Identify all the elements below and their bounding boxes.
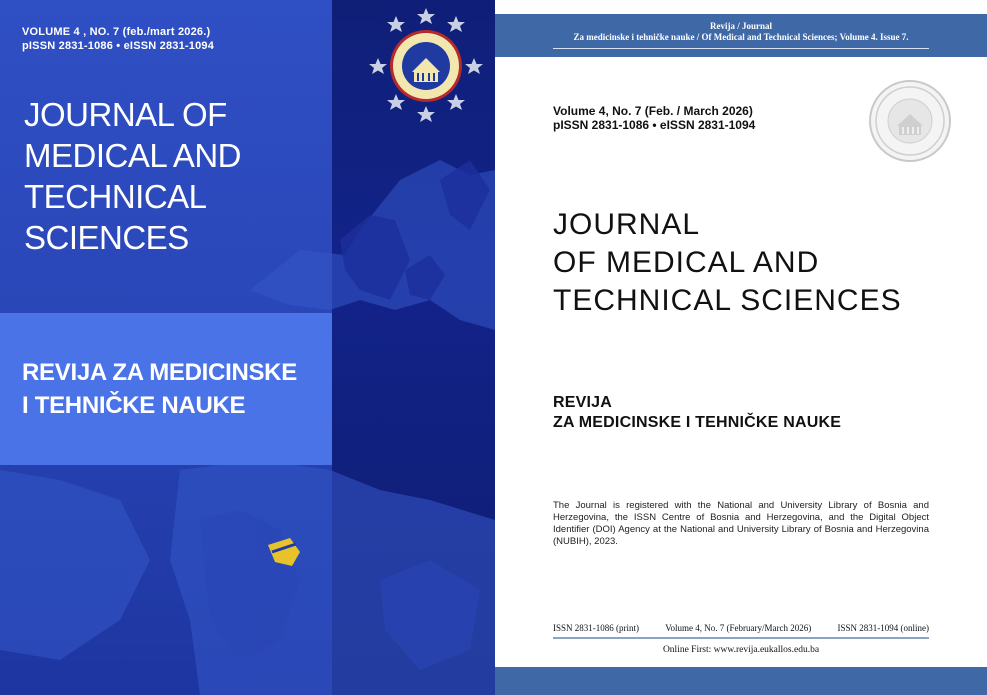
revija-title-line: REVIJA	[553, 394, 612, 411]
cover-title-line: JOURNAL OF	[24, 96, 227, 133]
revija-title-line: ZA MEDICINSKE I TEHNIČKE NAUKE	[553, 414, 842, 431]
header-divider	[553, 48, 929, 49]
online-first-link[interactable]: Online First: www.revija.eukallos.edu.ba	[662, 645, 820, 655]
header-line-1: Revija / Journal	[710, 21, 772, 31]
cover-subtitle	[22, 356, 297, 422]
cover-title-line: TECHNICAL	[24, 178, 207, 215]
header-line-2: Za medicinske i tehničke nauke / Of Medical and Technical Sciences; Volume 4. Issue 7.	[573, 32, 909, 42]
cover-subtitle-line: REVIJA ZA MEDICINSKE	[22, 359, 297, 386]
journal-title-line: JOURNAL	[553, 208, 701, 241]
footer-online-issn: ISSN 2831-1094 (online)	[837, 623, 929, 633]
issn-line: pISSN 2831-1086 • eISSN 2831-1094	[553, 118, 756, 132]
cover-title-line: SCIENCES	[24, 219, 189, 256]
revija-title	[553, 393, 841, 433]
cover-volume-line: VOLUME 4 , NO. 7 (feb./mart 2026.)	[22, 26, 211, 38]
journal-title-page	[495, 0, 987, 695]
cover-subtitle-line: I TEHNIČKE NAUKE	[22, 392, 246, 419]
journal-title	[553, 206, 902, 320]
footer-divider	[553, 637, 929, 639]
cover-journal-title	[24, 94, 324, 258]
cover-issn-line: pISSN 2831-1086 • eISSN 2831-1094	[22, 40, 215, 52]
cover-title-line: MEDICAL AND	[24, 137, 241, 174]
footer-issn-row	[553, 623, 929, 633]
footer-band	[495, 667, 987, 695]
registration-note: The Journal is registered with the National and University Library of Bosnia and Herzegovina, the ISSN Centre of Bosnia and Herzegovina, and the Digital Object Identifier (DOI) Agency at the National and University Library of Bosnia and Herzegovina (NUBIH), 2023.	[553, 500, 929, 547]
journal-title-line: OF MEDICAL AND	[553, 246, 820, 279]
volume-line: Volume 4, No. 7 (Feb. / March 2026)	[553, 104, 753, 118]
footer-issue: Volume 4, No. 7 (February/March 2026)	[665, 623, 812, 633]
university-logo-with-stars	[368, 6, 484, 122]
footer-print-issn: ISSN 2831-1086 (print)	[553, 623, 639, 633]
journal-title-line: TECHNICAL SCIENCES	[553, 284, 902, 317]
university-seal-watermark	[867, 78, 953, 164]
